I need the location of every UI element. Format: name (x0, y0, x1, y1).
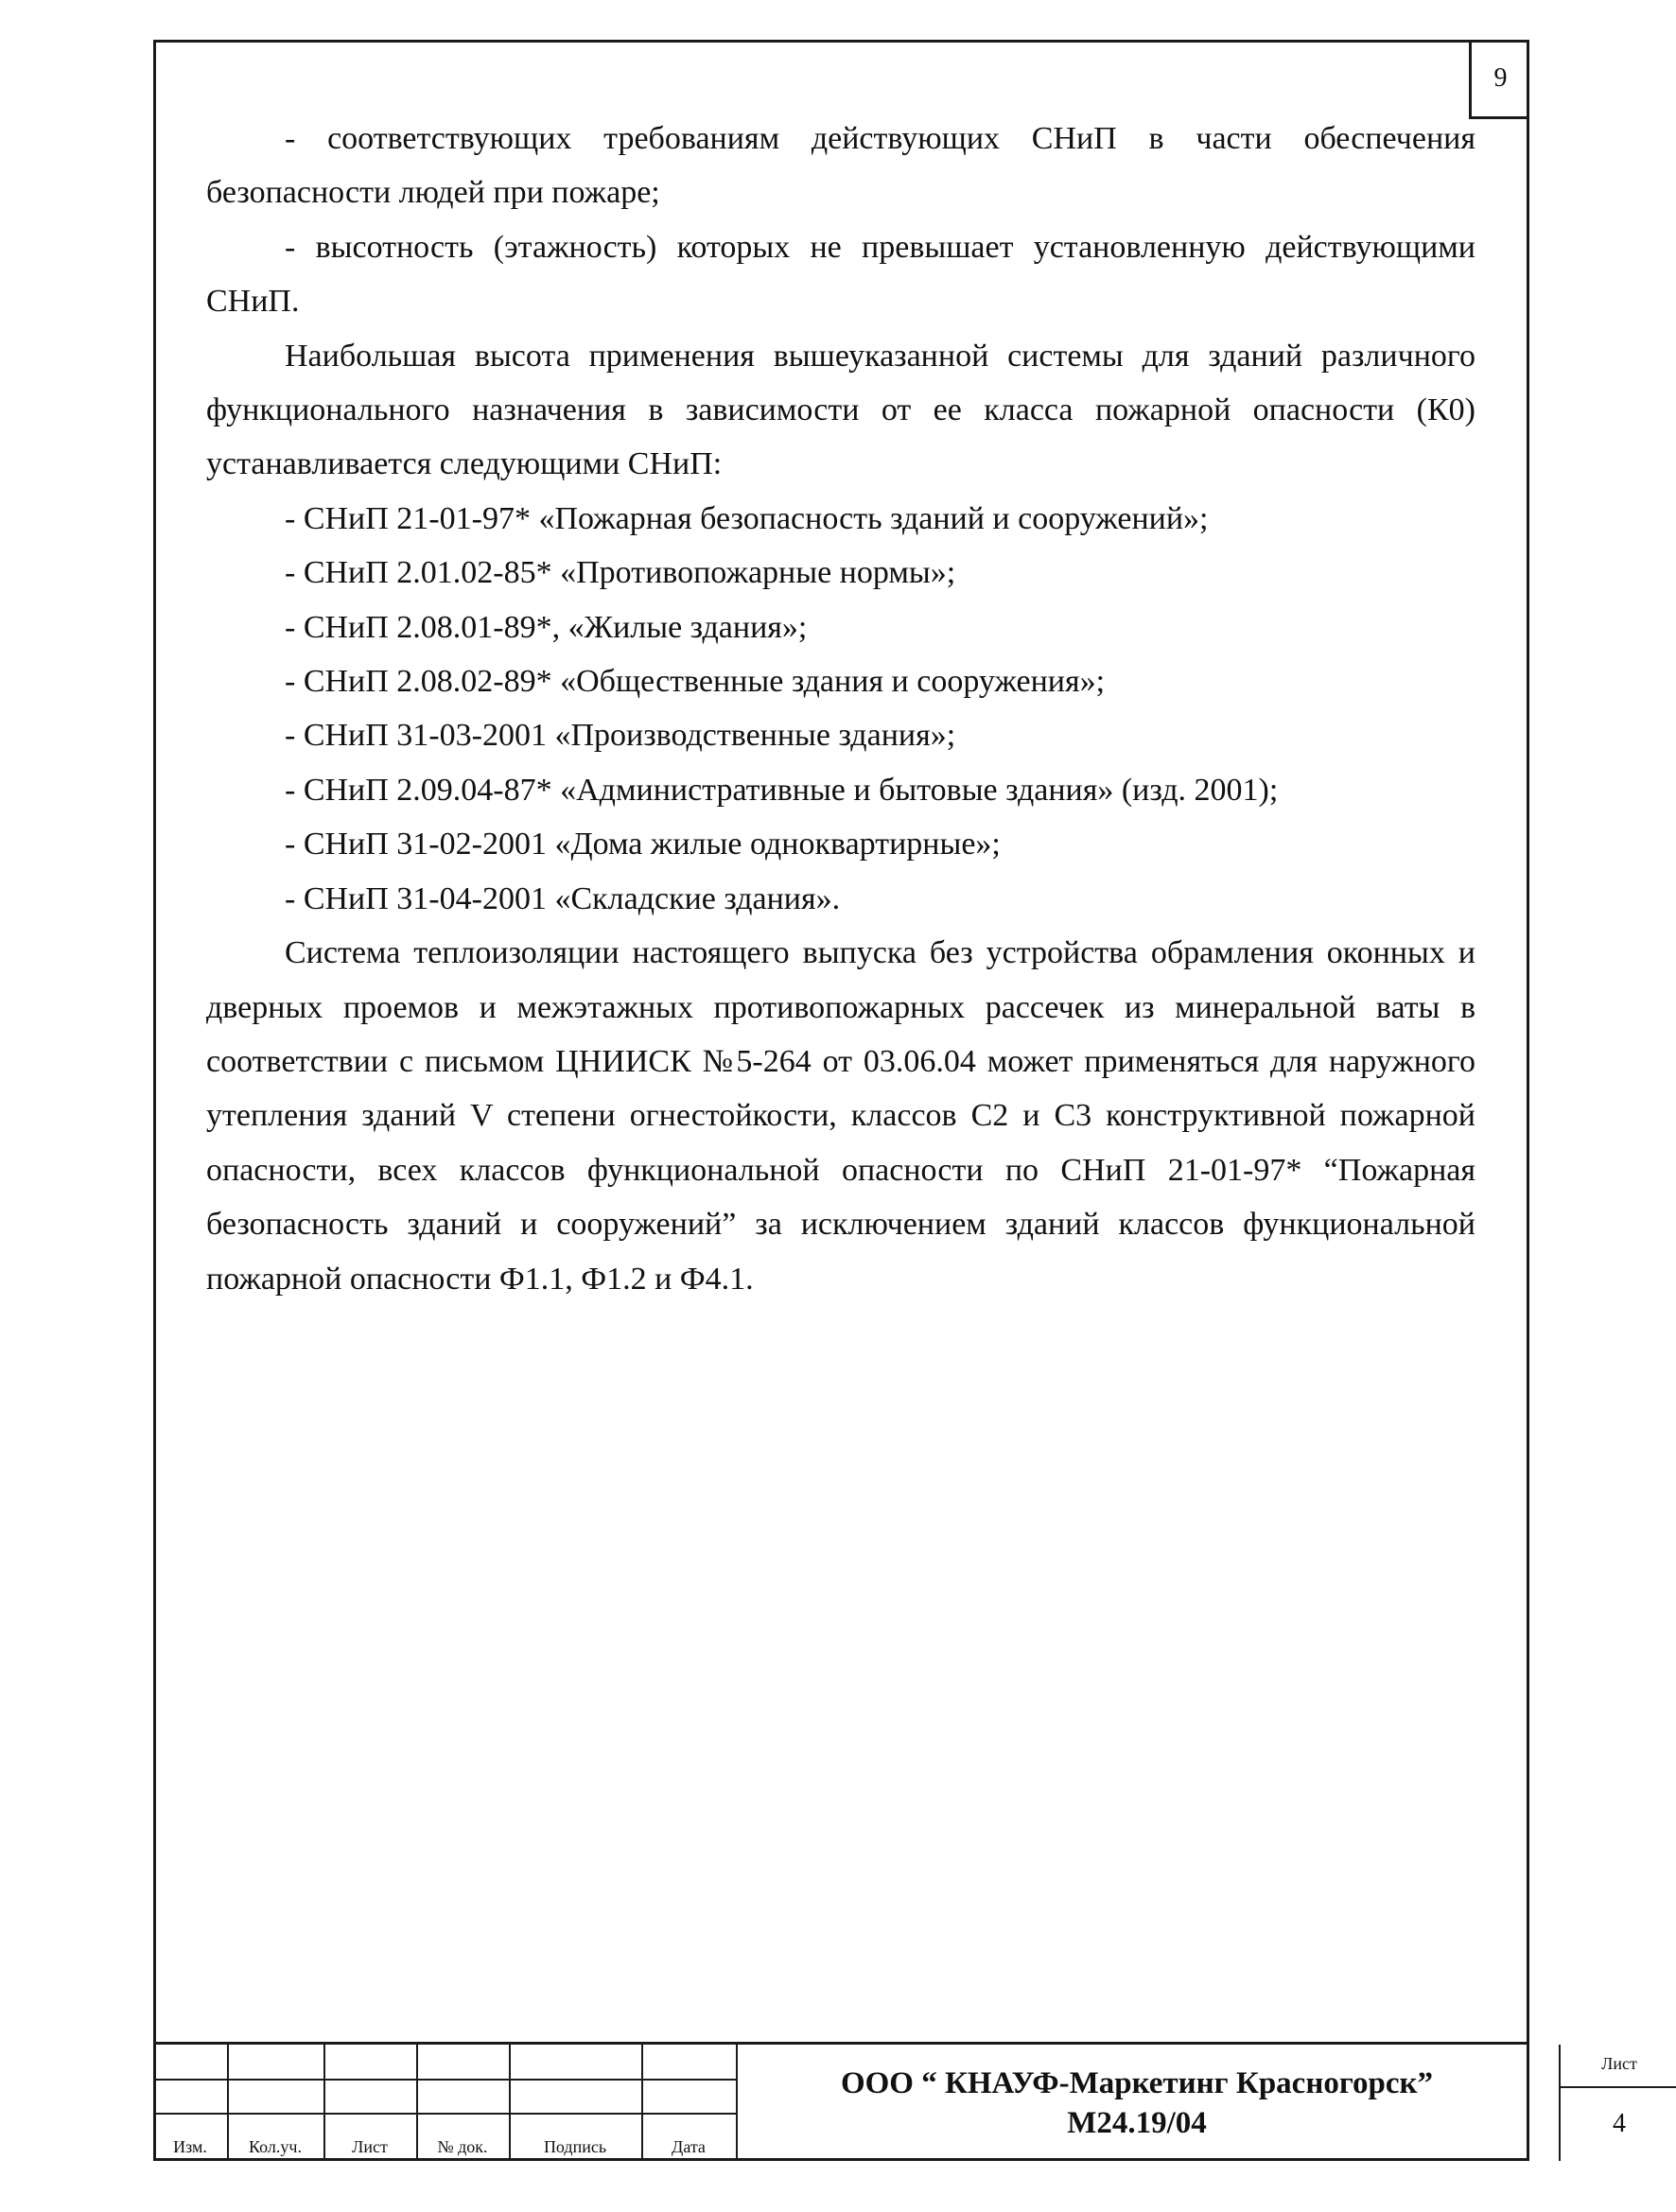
label-signature: Подпись (543, 2137, 607, 2156)
list-item: - СНиП 21-01-97* «Пожарная безопасность зданий и сооружений»; (285, 500, 1209, 536)
label-change: Изм. (173, 2137, 207, 2156)
label-sheet: Лист (352, 2137, 388, 2156)
label-doc-number: № док. (437, 2137, 488, 2156)
list-item: - СНиП 31-03-2001 «Производственные здания»; (285, 718, 956, 754)
title-block (153, 2042, 1637, 2161)
paragraph: Система теплоизоляции настоящего выпуска без устройства обрамления оконных и дверных проемов и межэтажных противопожарных рассечек из минеральной ваты в соответствии с письмом ЦНИИСК №5-264 от 03.06.04 может применяться для наружного утепления зданий V степени огнестойкости, классов С2 и С3 конструктивной пожарной опасности, всех классов функциональной опасности по СНиП 21-01-97* “Пожарная безопасность зданий и сооружений” за исключением зданий классов функциональной пожарной опасности Ф1.1, Ф1.2 и Ф4.1. (206, 935, 1475, 1297)
sheet-number: 4 (1613, 2109, 1626, 2138)
paragraph: - соответствующих требованиям действующих СНиП в части обеспечения безопасности людей при пожаре; (206, 121, 1475, 211)
organization-block (740, 2064, 1534, 2143)
list-item: - СНиП 31-04-2001 «Складские здания». (285, 880, 841, 916)
page-number: 9 (1469, 40, 1529, 119)
organization-name: ООО “ КНАУФ-Маркетинг Красногорск” (840, 2066, 1434, 2100)
paragraph: Наибольшая высота применения вышеуказанной системы для зданий различного функционального назначения в зависимости от ее класса пожарной опасности (К0) устанавливается следующими СНиП: (206, 338, 1475, 482)
list-item: - СНиП 2.08.02-89* «Общественные здания и сооружения»; (285, 664, 1106, 700)
list-item: - СНиП 2.08.01-89*, «Жилые здания»; (285, 609, 808, 645)
document-body (206, 112, 1475, 1306)
list-item: - СНиП 2.09.04-87* «Административные и бытовые здания» (изд. 2001); (285, 772, 1279, 808)
document-code: М24.19/04 (1067, 2106, 1207, 2140)
list-item: - СНиП 2.01.02-85* «Противопожарные нормы»; (285, 555, 956, 591)
sheet-label: Лист (1601, 2054, 1637, 2073)
label-quantity: Кол.уч. (249, 2137, 302, 2156)
list-item: - СНиП 31-02-2001 «Дома жилые одноквартирные»; (285, 827, 1001, 862)
label-date: Дата (672, 2137, 706, 2156)
paragraph: - высотность (этажность) которых не превышает установленную действующими СНиП. (206, 229, 1475, 320)
